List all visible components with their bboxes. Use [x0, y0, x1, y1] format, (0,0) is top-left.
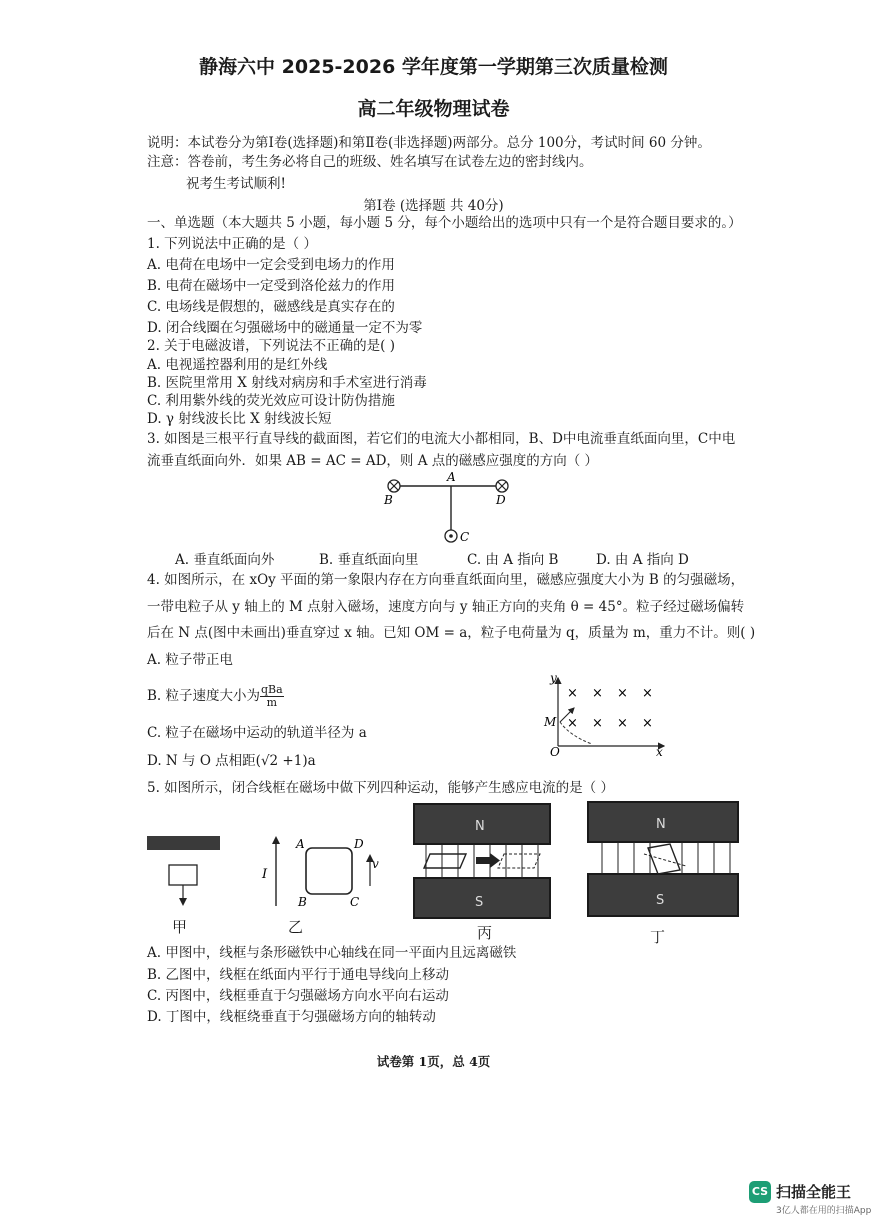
q3-option-d: D. 由 A 指向 D: [596, 552, 689, 568]
q2-option-b: B. 医院里常用 X 射线对病房和手术室进行消毒: [147, 375, 427, 391]
q4-stem-line3: 后在 N 点(图中未画出)垂直穿过 x 轴。已知 OM = a，粒子电荷量为 q，质量为 m，重力不计。则( ): [147, 625, 756, 641]
pole-n-label: N: [475, 819, 485, 834]
label-current-i: I: [262, 867, 268, 882]
coil-frame: [306, 848, 352, 894]
label-corner-b: B: [298, 895, 307, 909]
exam-title: 静海六中 2025-2026 学年度第一学期第三次质量检测: [199, 56, 668, 78]
field-cross-icon: ×: [617, 716, 628, 731]
q3-stem-line1: 3. 如图是三根平行直导线的截面图，若它们的电流大小都相同，B、D中电流垂直纸面向里，C中电: [147, 431, 736, 447]
q1-stem: 1. 下列说法中正确的是（ ）: [147, 236, 317, 252]
q1-option-d: D. 闭合线圈在匀强磁场中的磁通量一定不为零: [147, 320, 423, 336]
q2-option-c: C. 利用紫外线的荧光效应可设计防伪措施: [147, 393, 395, 409]
q4-axis-y-label: y: [550, 671, 557, 685]
instructions-note: 说明：本试卷分为第Ⅰ卷(选择题)和第Ⅱ卷(非选择题)两部分。总分 100分，考试时间 60 分钟。: [147, 135, 711, 151]
q3-option-a: A. 垂直纸面向外: [175, 552, 275, 568]
q4-point-m-label: M: [544, 715, 557, 729]
wire-b-into-page-icon: [388, 480, 400, 492]
q2-stem: 2. 关于电磁波谱，下列说法不正确的是( ): [147, 338, 395, 354]
field-cross-icon: ×: [617, 686, 628, 701]
pole-s-label: S: [656, 893, 665, 908]
q4-option-d: D. N 与 O 点相距(√2 +1)a: [147, 753, 316, 769]
q5-figure-bing: [412, 802, 552, 920]
field-cross-icon: ×: [642, 716, 653, 731]
q5-stem: 5. 如图所示，闭合线框在磁场中做下列四种运动，能够产生感应电流的是（ ）: [147, 780, 614, 796]
q4-option-c: C. 粒子在磁场中运动的轨道半径为 a: [147, 725, 367, 741]
q5-figure-ding: [586, 800, 740, 920]
label-velocity-v: v: [372, 857, 379, 871]
q3-option-c: C. 由 A 指向 B: [467, 552, 559, 568]
field-cross-icon: ×: [567, 716, 578, 731]
q4-magnetic-field-diagram: [540, 670, 670, 758]
pole-s-label: S: [475, 895, 484, 910]
q4-origin-label: O: [550, 745, 560, 759]
wire-c-out-of-page-icon: [445, 530, 457, 542]
field-cross-icon: ×: [592, 716, 603, 731]
q4-option-b-text: B. 粒子速度大小为: [147, 688, 261, 704]
label-corner-c: C: [350, 895, 360, 909]
q4-option-a: A. 粒子带正电: [147, 652, 233, 668]
q5-figure-jia: [145, 830, 225, 910]
field-cross-icon: ×: [592, 686, 603, 701]
caption-bing: 丙: [477, 924, 493, 942]
q3-label-c: C: [460, 530, 470, 544]
caption-jia: 甲: [172, 918, 188, 936]
scanner-tagline: 3亿人都在用的扫描App: [776, 1206, 871, 1216]
q4-stem-line2: 一带电粒子从 y 轴上的 M 点射入磁场，速度方向与 y 轴正方向的夹角 θ = 45°。粒子经过磁场偏转: [147, 599, 745, 615]
q3-label-d: D: [496, 493, 506, 507]
q5-option-c: C. 丙图中，线框垂直于匀强磁场方向水平向右运动: [147, 988, 449, 1004]
section-heading: 第Ⅰ卷 (选择题 共 40分): [363, 198, 504, 214]
caption-yi: 乙: [288, 918, 304, 936]
q3-label-b: B: [384, 493, 393, 507]
coil-frame: [169, 865, 197, 885]
q3-option-b: B. 垂直纸面向里: [319, 552, 419, 568]
q4-option-b: [147, 684, 284, 709]
caption-ding: 丁: [650, 928, 666, 946]
field-cross-icon: ×: [642, 686, 653, 701]
q3-wire-diagram: [378, 470, 518, 550]
page-footer: 试卷第 1页，总 4页: [376, 1054, 491, 1069]
bar-magnet: [147, 836, 220, 850]
exam-subtitle: 高二年级物理试卷: [357, 98, 510, 120]
coil-frame: [648, 844, 680, 874]
q5-option-d: D. 丁图中，线框绕垂直于匀强磁场方向的轴转动: [147, 1009, 436, 1025]
fraction-denominator: m: [266, 696, 278, 709]
q5-figure-yi: [258, 832, 378, 912]
camscanner-logo-icon: CS: [749, 1181, 771, 1203]
label-corner-a: A: [296, 837, 305, 851]
q2-option-d: D. γ 射线波长比 X 射线波长短: [147, 411, 332, 427]
q4-option-b-fraction: [260, 684, 284, 709]
good-luck-note: 祝考生考试顺利!: [186, 176, 286, 192]
q1-option-b: B. 电荷在磁场中一定受到洛伦兹力的作用: [147, 278, 396, 294]
field-cross-icon: ×: [567, 686, 578, 701]
scanner-brand: 扫描全能王: [776, 1183, 852, 1201]
part-heading: 一、单选题（本大题共 5 小题，每小题 5 分，每个小题给出的选项中只有一个是符合题目要求的。）: [147, 215, 742, 231]
q1-option-a: A. 电荷在电场中一定会受到电场力的作用: [147, 257, 395, 273]
q3-label-a: A: [447, 470, 456, 484]
q5-option-a: A. 甲图中，线框与条形磁铁中心轴线在同一平面内且远离磁铁: [147, 945, 517, 961]
label-corner-d: D: [354, 837, 364, 851]
coil-frame: [424, 854, 466, 868]
q4-axis-x-label: x: [656, 745, 663, 759]
q1-option-c: C. 电场线是假想的，磁感线是真实存在的: [147, 299, 395, 315]
q5-option-b: B. 乙图中，线框在纸面内平行于通电导线向上移动: [147, 967, 450, 983]
q3-stem-line2: 流垂直纸面向外．如果 AB = AC = AD，则 A 点的磁感应强度的方向（ ）: [147, 453, 599, 469]
q2-option-a: A. 电视遥控器利用的是红外线: [147, 357, 328, 373]
attention-note: 注意：答卷前，考生务必将自己的班级、姓名填写在试卷左边的密封线内。: [147, 154, 593, 170]
fraction-numerator: qBa: [261, 683, 283, 696]
q4-stem-line1: 4. 如图所示，在 xOy 平面的第一象限内存在方向垂直纸面向里，磁感应强度大小为 B 的匀强磁场，: [147, 572, 745, 588]
wire-d-into-page-icon: [496, 480, 508, 492]
pole-n-label: N: [656, 817, 666, 832]
